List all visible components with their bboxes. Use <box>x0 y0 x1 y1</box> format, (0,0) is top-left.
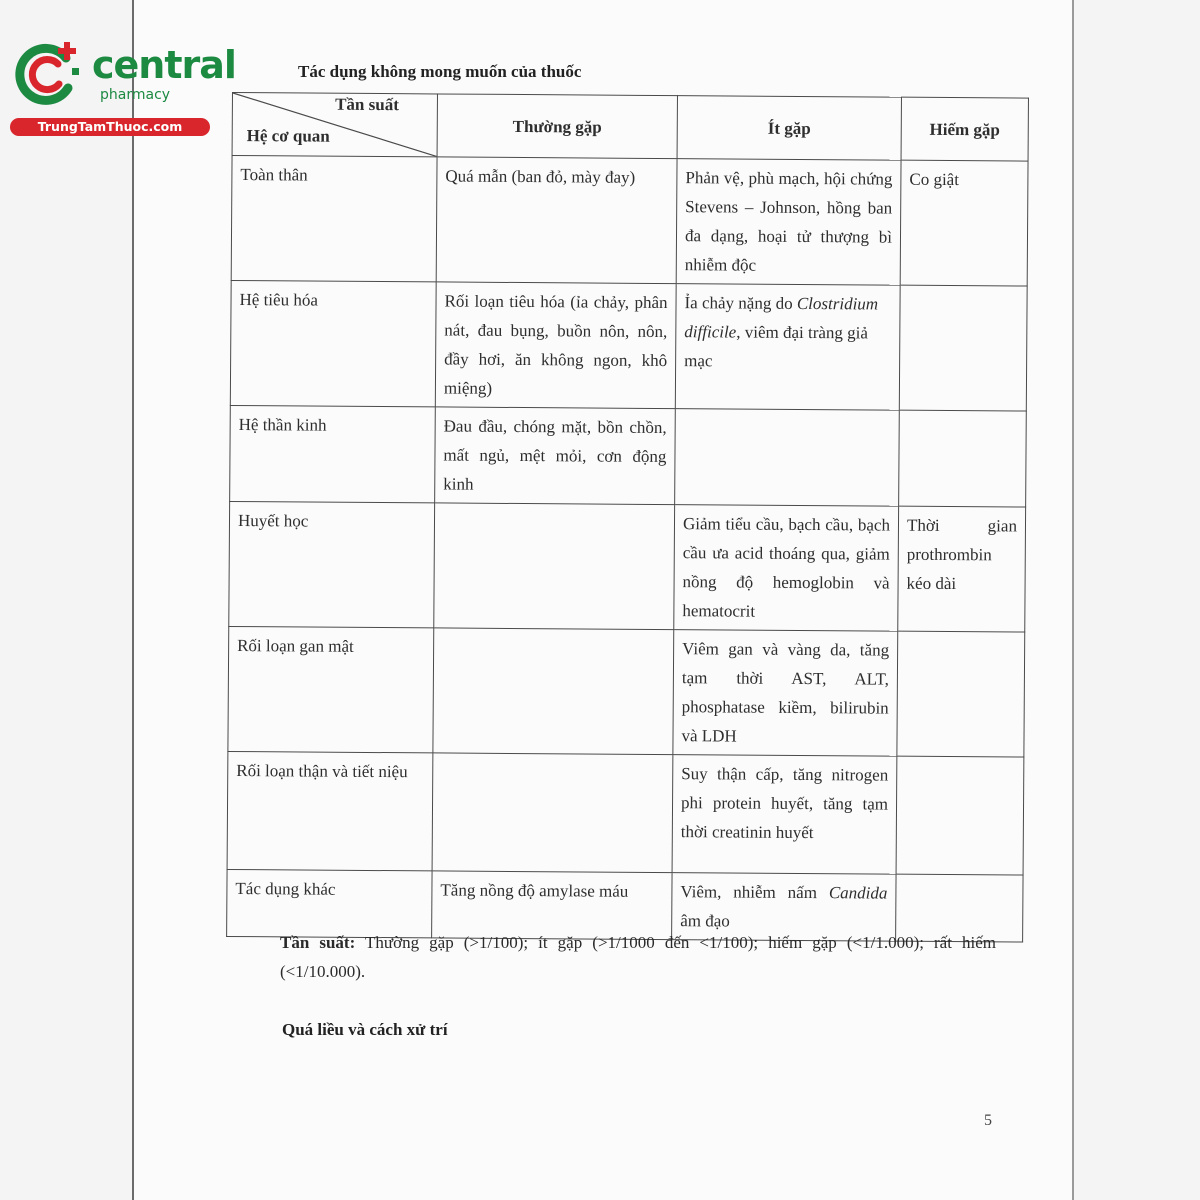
uncommon-cell: Ỉa chảy nặng do Clostridium difficile, viêm đại tràng giả mạc <box>675 284 900 411</box>
system-cell: Hệ tiêu hóa <box>230 280 436 406</box>
uncommon-cell <box>675 409 900 507</box>
common-cell: Đau đầu, chóng mặt, bồn chồn, mất ngủ, mệt mỏi, cơn động kinh <box>435 407 676 505</box>
uncommon-cell: Phản vệ, phù mạch, hội chứng Stevens – Johnson, hồng ban đa dạng, hoại tử thượng bì nhiễm độc <box>676 159 901 286</box>
section-title: Tác dụng không mong muốn của thuốc <box>298 62 582 81</box>
diagonal-corner-cell <box>232 93 437 157</box>
adverse-effects-table <box>226 92 1029 943</box>
central-pharmacy-logo <box>10 38 236 138</box>
organism-name: Clostridium difficile <box>684 293 879 342</box>
frequency-footnote <box>280 928 996 986</box>
table-row <box>230 405 1027 507</box>
table-row <box>231 156 1028 287</box>
common-cell: Rối loạn tiêu hóa (ỉa chảy, phân nát, đau bụng, buồn nôn, nôn, đầy hơi, ăn không ngon, khô miệng) <box>435 282 676 409</box>
system-cell: Rối loạn thận và tiết niệu <box>227 751 433 870</box>
common-cell: Tăng nồng độ amylase máu <box>432 871 672 940</box>
rare-cell <box>897 631 1025 757</box>
header-rare: Hiếm gặp <box>901 97 1028 161</box>
system-cell: Rối loạn gan mật <box>228 626 434 752</box>
rare-cell: Co giật <box>900 160 1028 286</box>
common-cell: Quá mẫn (ban đỏ, mày đay) <box>436 157 677 284</box>
overdose-section-heading: Quá liều và cách xử trí <box>282 1020 448 1039</box>
system-cell: Toàn thân <box>231 156 437 282</box>
page-number: 5 <box>984 1112 992 1129</box>
logo-url-badge: TrungTamThuoc.com <box>10 118 210 136</box>
footnote-text: Thường gặp (>1/100); ít gặp (>1/1000 đến <1/100); hiếm gặp (<1/1.000); rất hiếm (<1/10.000). <box>280 933 996 981</box>
table-row <box>228 626 1025 757</box>
system-cell: Huyết học <box>229 501 435 627</box>
common-cell <box>434 503 675 630</box>
footnote-label: Tần suất: <box>280 933 356 952</box>
organism-name: Candida <box>828 883 888 903</box>
uncommon-cell: Suy thận cấp, tăng nitrogen phi protein huyết, tăng tạm thời creatinin huyết <box>672 755 897 875</box>
table-header-row <box>232 93 1028 162</box>
uncommon-cell: Giảm tiểu cầu, bạch cầu, bạch cầu ưa acid thoáng qua, giảm nồng độ hemoglobin và hematocrit <box>674 505 899 632</box>
table-row <box>227 751 1024 875</box>
common-cell <box>433 628 674 755</box>
system-cell: Hệ thần kinh <box>230 405 436 502</box>
table-row <box>230 280 1027 411</box>
uncommon-cell: Viêm gan và vàng da, tăng tạm thời AST, ALT, phosphatase kiềm, bilirubin và LDH <box>673 630 898 757</box>
rare-cell: Thời gian prothrombin kéo dài <box>898 506 1026 632</box>
header-uncommon: Ít gặp <box>677 96 901 161</box>
rare-cell <box>899 285 1027 411</box>
rare-cell <box>899 410 1027 507</box>
common-cell <box>432 753 673 873</box>
system-cell: Tác dụng khác <box>227 869 432 937</box>
table-row <box>229 501 1026 632</box>
pharmacy-c-cross-icon <box>10 38 82 110</box>
organ-system-axis-label: Hệ cơ quan <box>246 126 330 146</box>
uncommon-cell: Viêm, nhiễm nấm Candida âm đạo <box>672 873 896 942</box>
rare-cell <box>896 756 1024 875</box>
logo-subtitle: pharmacy <box>100 87 171 103</box>
frequency-axis-label: Tần suất <box>335 94 399 115</box>
header-common: Thường gặp <box>437 94 677 159</box>
logo-name: central <box>92 43 236 87</box>
